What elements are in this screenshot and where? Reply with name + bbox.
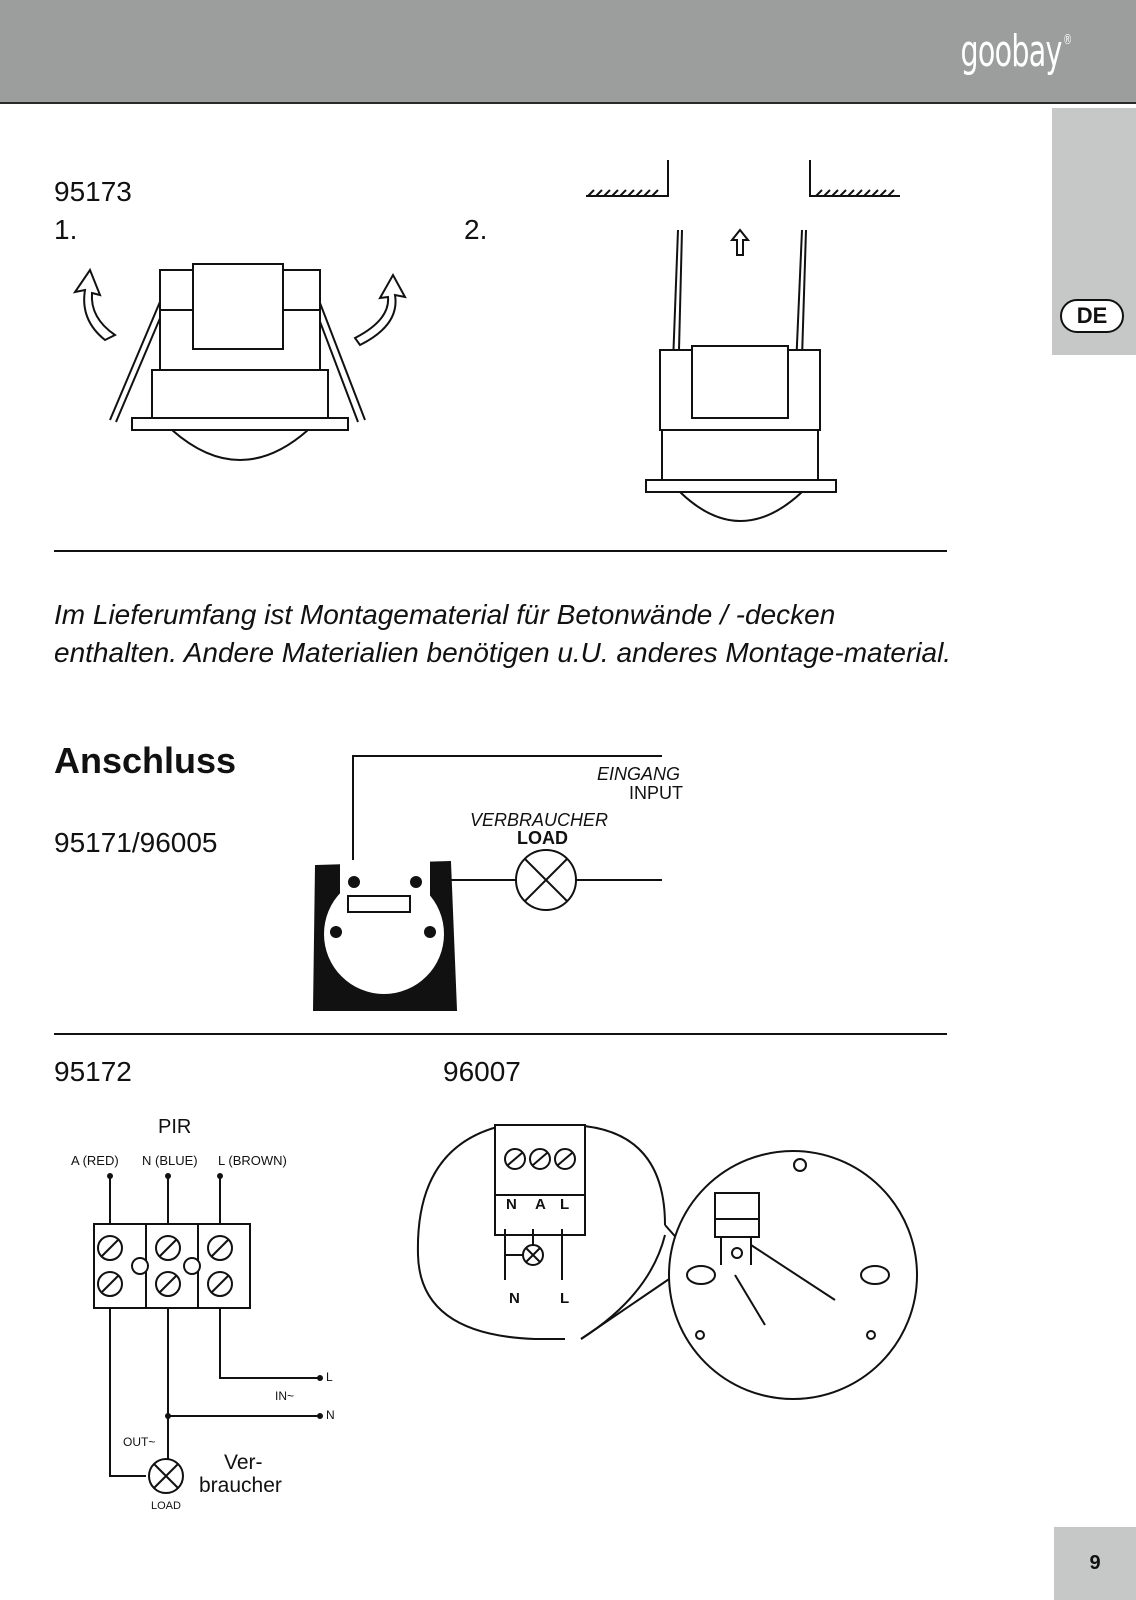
sensor-ceiling-insert-illustration: [580, 160, 910, 530]
consumer-label-1: Ver-: [224, 1451, 263, 1474]
wire-a-label: A (RED): [71, 1153, 119, 1168]
terminal-a: A: [535, 1196, 546, 1213]
language-badge: DE: [1060, 299, 1124, 333]
terminal-l: L: [560, 1196, 570, 1213]
brand-logo: [961, 26, 1070, 77]
input-label-en: INPUT: [629, 783, 683, 803]
model-95172: 95172: [54, 1056, 132, 1087]
connection-diagram: [300, 750, 680, 1020]
divider-1: [54, 550, 947, 552]
mounting-material-note: Im Lieferumfang ist Montagematerial für Betonwände / -decken enthalten. Andere Materialien benötigen u.U. anderes Montage-material.: [54, 599, 952, 668]
wire-end-l: L: [560, 1290, 570, 1307]
sensor-springs-open-illustration: [60, 250, 440, 480]
load-label-de: VERBRAUCHER: [470, 810, 609, 830]
registered-mark: ®: [1063, 32, 1072, 48]
brand-name: goobay: [960, 26, 1062, 77]
terminal-96007-diagram: [415, 1125, 935, 1425]
load-label-en: LOAD: [517, 828, 568, 848]
model-95173: 95173: [54, 176, 132, 207]
section-title-anschluss: Anschluss: [54, 740, 237, 781]
step-2-label: 2.: [464, 214, 488, 245]
page-header: [0, 0, 1136, 104]
out-label: OUT~: [123, 1435, 156, 1449]
model-95171-96005: 95171/96005: [54, 827, 218, 858]
arrow-up-icon: [732, 230, 748, 255]
page-number: 9: [1054, 1527, 1136, 1600]
arrow-left-icon: [75, 270, 115, 340]
wire-l-label: L (BROWN): [218, 1153, 287, 1168]
pir-wiring-diagram: [80, 1170, 350, 1510]
load-small-label: LOAD: [151, 1500, 181, 1512]
terminal-n: N: [506, 1196, 517, 1213]
terminal-l-label: L: [326, 1370, 333, 1384]
language-tab: [1052, 108, 1136, 355]
wire-end-n: N: [509, 1290, 520, 1307]
arrow-right-icon: [355, 275, 405, 345]
step-1-label: 1.: [54, 214, 78, 245]
model-96007: 96007: [443, 1056, 521, 1087]
in-label: IN~: [275, 1389, 295, 1403]
wire-n-label: N (BLUE): [142, 1153, 198, 1168]
consumer-label-2: braucher: [199, 1474, 282, 1497]
terminal-n-label: N: [326, 1408, 335, 1422]
pir-title: PIR: [158, 1116, 192, 1138]
input-label-de: EINGANG: [597, 764, 681, 784]
divider-2: [54, 1033, 947, 1035]
